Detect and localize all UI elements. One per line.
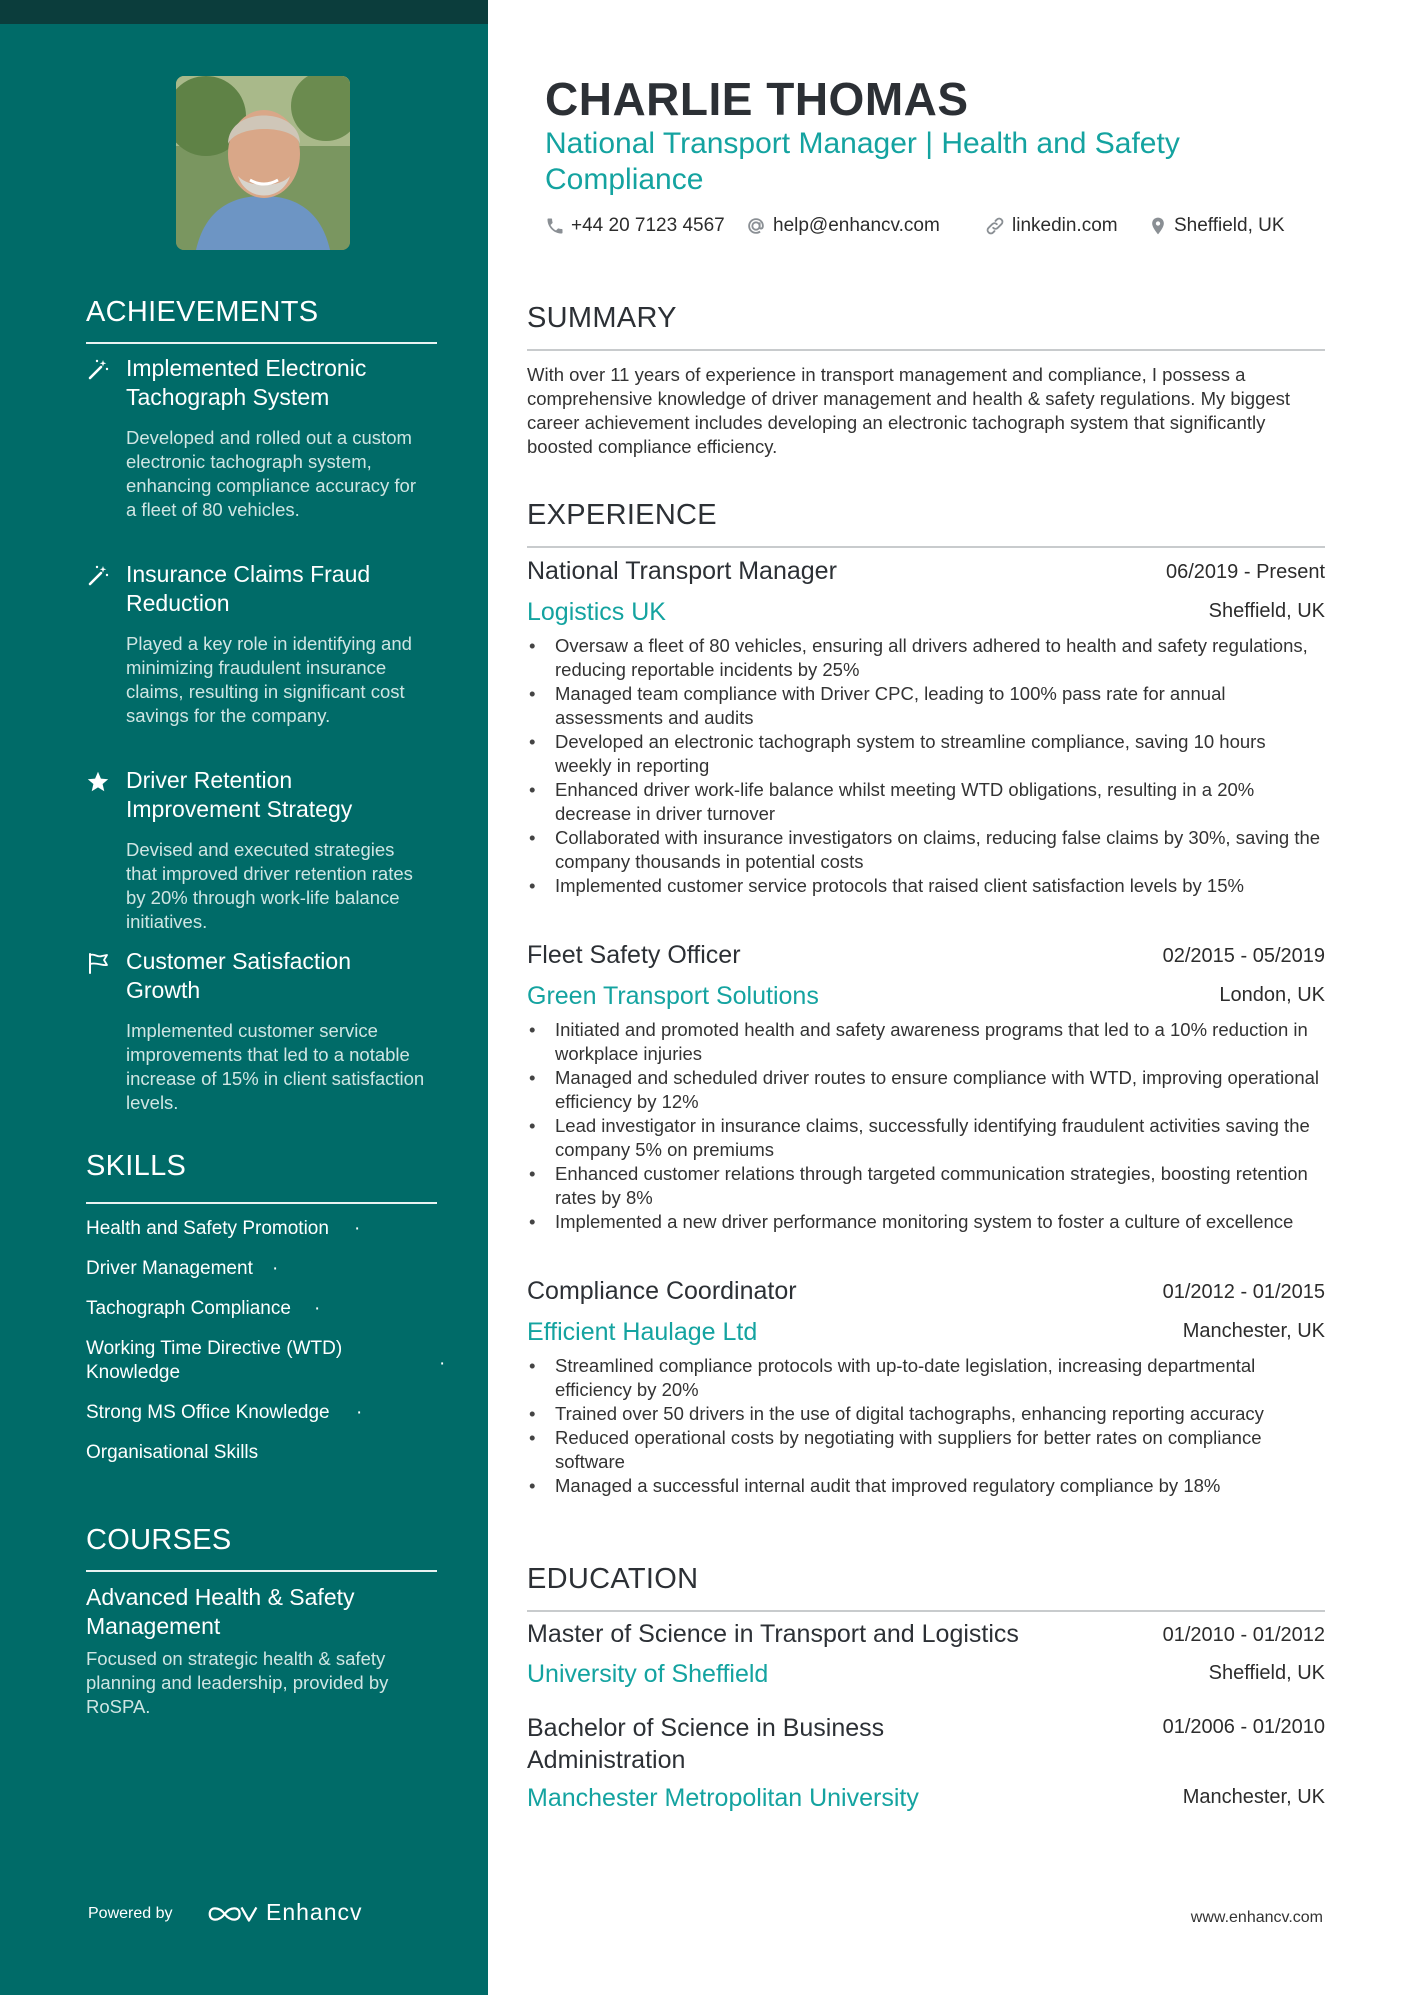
course-title: Advanced Health & Safety Management <box>86 1584 355 1639</box>
skill-separator: · <box>314 1298 321 1319</box>
skill-label: Organisational Skills <box>86 1442 259 1463</box>
job-company[interactable]: Green Transport Solutions <box>527 982 819 1010</box>
skill-item <box>86 1217 446 1241</box>
experience-rule <box>527 546 1325 548</box>
enhancv-logo-icon <box>206 1900 262 1928</box>
experience-title: EXPERIENCE <box>527 499 717 531</box>
job-location: Sheffield, UK <box>1208 600 1325 622</box>
job-bullets <box>527 634 1327 898</box>
job-bullet: • Managed a successful internal audit that improved regulatory compliance by 18% <box>527 1474 1327 1498</box>
skill-label: Driver Management <box>86 1258 253 1279</box>
skill-item <box>86 1401 446 1425</box>
skill-item <box>86 1337 446 1385</box>
contact-phone-text: +44 20 7123 4567 <box>571 215 725 236</box>
job-bullet: • Enhanced customer relations through targeted communication strategies, boosting retention rates by 8% <box>527 1162 1327 1210</box>
job-title: Fleet Safety Officer <box>527 941 741 969</box>
contact-location-text: Sheffield, UK <box>1174 215 1285 236</box>
job-bullet: • Implemented customer service protocols that raised client satisfaction levels by 15% <box>527 874 1327 898</box>
skill-label: Strong MS Office Knowledge <box>86 1402 330 1423</box>
job-bullets <box>527 1354 1327 1498</box>
degree-title: Master of Science in Transport and Logistics <box>527 1620 1019 1648</box>
achievement-title: Insurance Claims Fraud Reduction <box>126 561 371 616</box>
skill-label: Working Time Directive (WTD) Knowledge <box>86 1338 343 1383</box>
achievements-rule <box>86 342 437 344</box>
contact-email[interactable] <box>745 215 940 237</box>
skill-item <box>86 1441 446 1465</box>
magic-wand-icon <box>86 564 110 588</box>
job-bullet: • Developed an electronic tachograph system to streamline compliance, saving 10 hours weekly in reporting <box>527 730 1327 778</box>
skill-item <box>86 1297 446 1321</box>
job-bullets <box>527 1018 1327 1234</box>
job-location: London, UK <box>1219 984 1325 1006</box>
degree-dates: 01/2010 - 01/2012 <box>1162 1624 1325 1646</box>
magic-wand-icon <box>86 358 110 382</box>
phone-icon <box>545 216 565 236</box>
degree-dates: 01/2006 - 01/2010 <box>1162 1716 1325 1738</box>
summary-rule <box>527 349 1325 351</box>
skills-rule <box>86 1202 437 1204</box>
achievement-desc: Played a key role in identifying and minimizing fraudulent insurance claims, resulting in significant cost savings for the company. <box>126 633 412 726</box>
job-dates: 02/2015 - 05/2019 <box>1162 945 1325 967</box>
enhancv-brand-text[interactable]: Enhancv <box>266 1899 363 1925</box>
summary-title: SUMMARY <box>527 302 677 334</box>
summary-text: With over 11 years of experience in transport management and compliance, I possess a comprehensive knowledge of driver management and health & safety regulations. My biggest career achievement includes developing an electronic tachograph system that significantly boosted compliance efficiency. <box>527 364 1291 457</box>
degree-title: Bachelor of Science in Business Administration <box>527 1714 885 1774</box>
job-dates: 01/2012 - 01/2015 <box>1162 1281 1325 1303</box>
job-title: National Transport Manager <box>527 557 837 585</box>
flag-icon <box>86 951 110 975</box>
job-company[interactable]: Efficient Haulage Ltd <box>527 1318 758 1346</box>
job-bullet: • Oversaw a fleet of 80 vehicles, ensuring all drivers adhered to health and safety regulations, reducing reportable incidents by 25% <box>527 634 1327 682</box>
achievement-desc: Implemented customer service improvements that led to a notable increase of 15% in client satisfaction levels. <box>126 1020 425 1113</box>
contact-phone[interactable] <box>545 215 725 237</box>
course-desc: Focused on strategic health & safety planning and leadership, provided by RoSPA. <box>86 1648 389 1717</box>
job-bullet: • Lead investigator in insurance claims, successfully identifying fraudulent activities saving the company 5% on premiums <box>527 1114 1327 1162</box>
job-company[interactable]: Logistics UK <box>527 598 666 626</box>
job-location: Manchester, UK <box>1182 1320 1325 1342</box>
skill-separator: · <box>354 1218 361 1239</box>
education-title: EDUCATION <box>527 1563 699 1595</box>
courses-title: COURSES <box>86 1524 232 1556</box>
courses-rule <box>86 1570 437 1572</box>
job-bullet: • Reduced operational costs by negotiating with suppliers for better rates on compliance software <box>527 1426 1327 1474</box>
education-rule <box>527 1610 1325 1612</box>
job-bullet: • Trained over 50 drivers in the use of digital tachographs, enhancing reporting accuracy <box>527 1402 1327 1426</box>
achievement-title: Customer Satisfaction Growth <box>126 948 351 1003</box>
job-bullet: • Implemented a new driver performance monitoring system to foster a culture of excellence <box>527 1210 1327 1234</box>
skill-separator: · <box>272 1258 279 1279</box>
job-dates: 06/2019 - Present <box>1166 561 1325 583</box>
job-bullet: • Streamlined compliance protocols with up-to-date legislation, increasing departmental efficiency by 20% <box>527 1354 1327 1402</box>
star-icon <box>86 770 110 794</box>
job-bullet: • Collaborated with insurance investigators on claims, reducing false claims by 30%, saving the company thousands in potential costs <box>527 826 1327 874</box>
job-bullet: • Managed and scheduled driver routes to ensure compliance with WTD, improving operational efficiency by 12% <box>527 1066 1327 1114</box>
sidebar-top-bar <box>0 0 488 24</box>
school-name[interactable]: University of Sheffield <box>527 1660 769 1688</box>
school-location: Manchester, UK <box>1182 1786 1325 1808</box>
job-bullet: • Initiated and promoted health and safety awareness programs that led to a 10% reduction in workplace injuries <box>527 1018 1327 1066</box>
link-icon <box>984 215 1006 237</box>
contact-email-text: help@enhancv.com <box>773 215 940 236</box>
candidate-role: National Transport Manager | Health and Safety Compliance <box>545 127 1180 196</box>
achievement-desc: Devised and executed strategies that improved driver retention rates by 20% through work-life balance initiatives. <box>126 839 413 932</box>
sidebar <box>0 0 488 1995</box>
skill-label: Tachograph Compliance <box>86 1298 291 1319</box>
powered-by-label: Powered by <box>88 1905 173 1922</box>
achievement-title: Driver Retention Improvement Strategy <box>126 767 353 822</box>
school-name[interactable]: Manchester Metropolitan University <box>527 1784 919 1812</box>
skill-separator: · <box>439 1353 446 1374</box>
job-title: Compliance Coordinator <box>527 1277 797 1305</box>
skill-separator: · <box>356 1402 363 1423</box>
contact-location <box>1148 215 1285 237</box>
contact-linkedin-text: linkedin.com <box>1012 215 1118 236</box>
skill-item <box>86 1257 446 1281</box>
skill-label: Health and Safety Promotion <box>86 1218 329 1239</box>
footer-url[interactable]: www.enhancv.com <box>1190 1909 1323 1926</box>
achievement-desc: Developed and rolled out a custom electronic tachograph system, enhancing compliance accuracy for a fleet of 80 vehicles. <box>126 427 416 520</box>
achievements-title: ACHIEVEMENTS <box>86 296 319 328</box>
achievement-title: Implemented Electronic Tachograph System <box>126 355 367 410</box>
school-location: Sheffield, UK <box>1208 1662 1325 1684</box>
at-icon <box>745 215 767 237</box>
profile-photo <box>176 76 350 250</box>
location-pin-icon <box>1148 215 1168 237</box>
job-bullet: • Managed team compliance with Driver CPC, leading to 100% pass rate for annual assessments and audits <box>527 682 1327 730</box>
job-bullet: • Enhanced driver work-life balance whilst meeting WTD obligations, resulting in a 20% decrease in driver turnover <box>527 778 1327 826</box>
candidate-name: CHARLIE THOMAS <box>545 73 969 125</box>
skills-title: SKILLS <box>86 1150 187 1182</box>
contact-linkedin[interactable] <box>984 215 1118 237</box>
